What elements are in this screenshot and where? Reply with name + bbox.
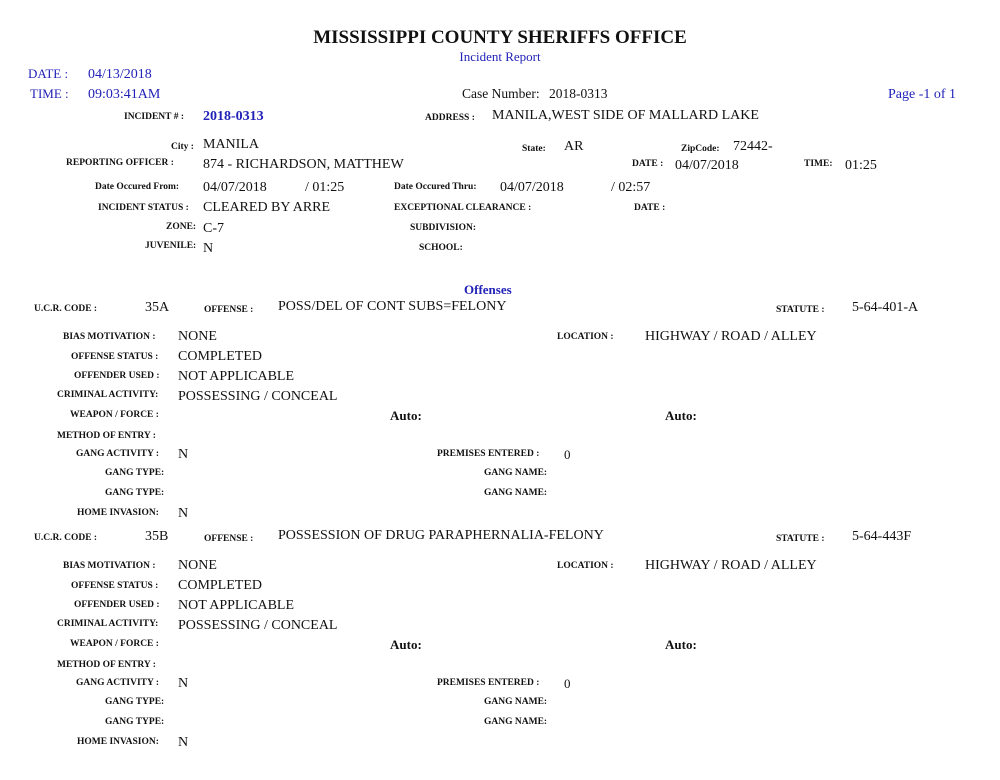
print-time-label: TIME :	[30, 86, 69, 101]
address-value: MANILA,WEST SIDE OF MALLARD LAKE	[492, 108, 759, 123]
gang-type-label-1: GANG TYPE:	[105, 697, 165, 707]
bias-motivation-label: BIAS MOTIVATION :	[63, 332, 156, 342]
zipcode-value: 72442-	[733, 139, 773, 154]
report-time-value: 01:25	[845, 158, 877, 173]
incident-status-value: CLEARED BY ARRE	[203, 200, 331, 215]
bias-motivation-value: NONE	[178, 329, 217, 344]
criminal-activity-value: POSSESSING / CONCEAL	[178, 618, 338, 633]
offenses-section-title: Offenses	[464, 282, 512, 297]
statute-value: 5-64-443F	[852, 529, 912, 544]
date-occured-from-date: 04/07/2018	[203, 180, 267, 195]
juvenile-value: N	[203, 241, 214, 256]
incident-status-label: INCIDENT STATUS :	[98, 203, 189, 213]
premises-entered-value: 0	[564, 447, 571, 462]
print-date-value: 04/13/2018	[88, 67, 152, 82]
gang-name-label-1: GANG NAME:	[484, 697, 548, 707]
incident-number-label: INCIDENT # :	[124, 112, 185, 122]
ucr-code-value: 35B	[145, 529, 169, 544]
report-date-value: 04/07/2018	[675, 158, 739, 173]
state-value: AR	[564, 139, 584, 154]
gang-name-label-2: GANG NAME:	[484, 488, 548, 498]
weapon-force-label: WEAPON / FORCE :	[70, 410, 159, 420]
state-label: State:	[522, 144, 546, 154]
city-value: MANILA	[203, 137, 259, 152]
auto-label-1: Auto:	[390, 637, 422, 652]
ucr-code-label: U.C.R. CODE :	[34, 304, 98, 314]
offender-used-value: NOT APPLICABLE	[178, 369, 295, 384]
criminal-activity-label: CRIMINAL ACTIVITY:	[57, 390, 159, 400]
zone-value: C-7	[203, 221, 224, 236]
weapon-force-label: WEAPON / FORCE :	[70, 639, 159, 649]
statute-label: STATUTE :	[776, 305, 825, 315]
offense-status-label: OFFENSE STATUS :	[71, 352, 159, 362]
bias-motivation-label: BIAS MOTIVATION :	[63, 561, 156, 571]
gang-type-label-2: GANG TYPE:	[105, 488, 165, 498]
gang-activity-value: N	[178, 676, 189, 691]
offense-label: OFFENSE :	[204, 534, 254, 544]
report-title: MISSISSIPPI COUNTY SHERIFFS OFFICE	[313, 27, 687, 48]
offender-used-value: NOT APPLICABLE	[178, 598, 295, 613]
offense-label: OFFENSE :	[204, 305, 254, 315]
print-date-label: DATE :	[28, 66, 69, 81]
criminal-activity-value: POSSESSING / CONCEAL	[178, 389, 338, 404]
criminal-activity-label: CRIMINAL ACTIVITY:	[57, 619, 159, 629]
zipcode-label: ZipCode:	[681, 144, 720, 154]
offense-value: POSS/DEL OF CONT SUBS=FELONY	[278, 299, 507, 314]
report-date-label: DATE :	[632, 159, 664, 169]
report-time-label: TIME:	[804, 159, 833, 169]
case-number-label: Case Number:	[462, 86, 540, 101]
home-invasion-label: HOME INVASION:	[77, 737, 159, 747]
date-occured-thru-time: / 02:57	[611, 180, 651, 195]
reporting-officer-value: 874 - RICHARDSON, MATTHEW	[203, 157, 404, 172]
offense-status-value: COMPLETED	[178, 578, 262, 593]
gang-name-label-1: GANG NAME:	[484, 468, 548, 478]
offense-block	[0, 528, 1000, 757]
method-of-entry-label: METHOD OF ENTRY :	[57, 431, 156, 441]
bias-motivation-value: NONE	[178, 558, 217, 573]
auto-label-2: Auto:	[665, 637, 697, 652]
exceptional-clearance-label: EXCEPTIONAL CLEARANCE :	[394, 203, 532, 213]
date-occured-thru-date: 04/07/2018	[500, 180, 564, 195]
gang-activity-value: N	[178, 447, 189, 462]
city-label: City :	[171, 142, 194, 152]
zone-label: ZONE:	[166, 222, 197, 232]
gang-activity-label: GANG ACTIVITY :	[76, 678, 160, 688]
offender-used-label: OFFENDER USED :	[74, 600, 160, 610]
home-invasion-value: N	[178, 735, 189, 750]
premises-entered-value: 0	[564, 676, 571, 691]
incident-number-value: 2018-0313	[203, 109, 264, 124]
statute-value: 5-64-401-A	[852, 300, 919, 315]
auto-label-1: Auto:	[390, 408, 422, 423]
location-value: HIGHWAY / ROAD / ALLEY	[645, 558, 817, 573]
offense-status-value: COMPLETED	[178, 349, 262, 364]
location-label: LOCATION :	[557, 332, 614, 342]
juvenile-label: JUVENILE:	[145, 241, 197, 251]
gang-type-label-2: GANG TYPE:	[105, 717, 165, 727]
offense-value: POSSESSION OF DRUG PARAPHERNALIA-FELONY	[278, 528, 604, 543]
home-invasion-label: HOME INVASION:	[77, 508, 159, 518]
home-invasion-value: N	[178, 506, 189, 521]
subdivision-label: SUBDIVISION:	[410, 223, 476, 233]
date-occured-from-label: Date Occured From:	[95, 182, 180, 192]
premises-entered-label: PREMISES ENTERED :	[437, 449, 540, 459]
report-subtitle: Incident Report	[459, 49, 541, 64]
location-label: LOCATION :	[557, 561, 614, 571]
school-label: SCHOOL:	[419, 243, 463, 253]
page-indicator: Page -1 of 1	[888, 87, 957, 102]
print-time-value: 09:03:41AM	[88, 87, 161, 102]
premises-entered-label: PREMISES ENTERED :	[437, 678, 540, 688]
clearance-date-label: DATE :	[634, 203, 666, 213]
auto-label-2: Auto:	[665, 408, 697, 423]
location-value: HIGHWAY / ROAD / ALLEY	[645, 329, 817, 344]
reporting-officer-label: REPORTING OFFICER :	[66, 158, 174, 168]
date-occured-thru-label: Date Occured Thru:	[394, 182, 477, 192]
gang-name-label-2: GANG NAME:	[484, 717, 548, 727]
ucr-code-value: 35A	[145, 300, 170, 315]
offense-block	[0, 299, 1000, 528]
statute-label: STATUTE :	[776, 534, 825, 544]
ucr-code-label: U.C.R. CODE :	[34, 533, 98, 543]
gang-activity-label: GANG ACTIVITY :	[76, 449, 160, 459]
method-of-entry-label: METHOD OF ENTRY :	[57, 660, 156, 670]
date-occured-from-time: / 01:25	[305, 180, 345, 195]
address-label: ADDRESS :	[425, 113, 475, 123]
offense-status-label: OFFENSE STATUS :	[71, 581, 159, 591]
gang-type-label-1: GANG TYPE:	[105, 468, 165, 478]
offender-used-label: OFFENDER USED :	[74, 371, 160, 381]
case-number-value: 2018-0313	[549, 86, 608, 101]
